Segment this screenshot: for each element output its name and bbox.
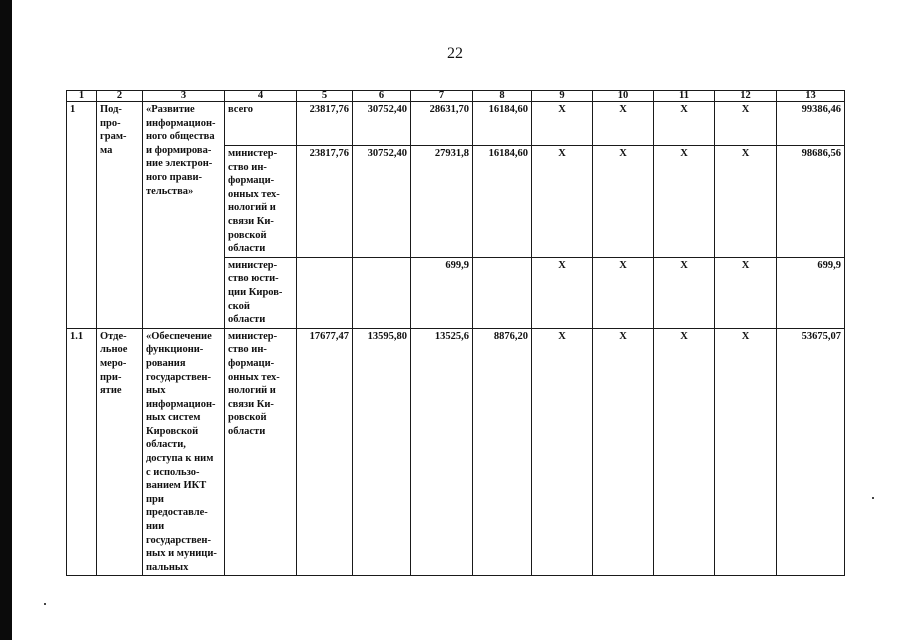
mark-cell: X bbox=[654, 257, 715, 328]
measure-number: 1.1 bbox=[67, 328, 97, 576]
measure-type: Отде- льное меро- при- ятие bbox=[97, 328, 143, 576]
scan-speck bbox=[872, 497, 874, 499]
value-cell: 27931,8 bbox=[411, 146, 473, 258]
mark-cell: X bbox=[593, 257, 654, 328]
mark-cell: X bbox=[654, 146, 715, 258]
mark-cell: X bbox=[532, 146, 593, 258]
column-header: 3 bbox=[143, 91, 225, 102]
value-cell: 30752,40 bbox=[353, 102, 411, 146]
mark-cell: X bbox=[532, 257, 593, 328]
mark-cell: X bbox=[715, 257, 777, 328]
total-cell: 53675,07 bbox=[777, 328, 845, 576]
value-cell bbox=[297, 257, 353, 328]
program-number: 1 bbox=[67, 102, 97, 329]
value-cell: 16184,60 bbox=[473, 146, 532, 258]
mark-cell: X bbox=[654, 102, 715, 146]
value-cell: 8876,20 bbox=[473, 328, 532, 576]
column-header: 8 bbox=[473, 91, 532, 102]
value-cell: 30752,40 bbox=[353, 146, 411, 258]
value-cell: 16184,60 bbox=[473, 102, 532, 146]
column-header: 4 bbox=[225, 91, 297, 102]
mark-cell: X bbox=[654, 328, 715, 576]
mark-cell: X bbox=[532, 328, 593, 576]
value-cell: 23817,76 bbox=[297, 146, 353, 258]
value-cell: 699,9 bbox=[411, 257, 473, 328]
total-cell: 699,9 bbox=[777, 257, 845, 328]
column-header: 11 bbox=[654, 91, 715, 102]
mark-cell: X bbox=[715, 146, 777, 258]
column-header: 6 bbox=[353, 91, 411, 102]
column-header: 7 bbox=[411, 91, 473, 102]
total-cell: 98686,56 bbox=[777, 146, 845, 258]
mark-cell: X bbox=[593, 102, 654, 146]
column-header: 2 bbox=[97, 91, 143, 102]
measure-name: «Обеспечение функциони- рования государствен- ных информацион- ных систем Кировской области, доступа к ним с использо- ванием ИКТ при предоставле- нии государствен- ных и муници- пальных bbox=[143, 328, 225, 576]
value-cell bbox=[353, 257, 411, 328]
column-number-row bbox=[67, 91, 845, 102]
value-cell: 13595,80 bbox=[353, 328, 411, 576]
value-cell: 13525,6 bbox=[411, 328, 473, 576]
executor-cell: министер- ство ин- формаци- онных тех- нологий и связи Ки- ровской области bbox=[225, 146, 297, 258]
mark-cell: X bbox=[715, 328, 777, 576]
program-name: «Развитие информацион- ного общества и формирова- ние электрон- ного прави- тельства» bbox=[143, 102, 225, 329]
mark-cell: X bbox=[593, 146, 654, 258]
column-header: 1 bbox=[67, 91, 97, 102]
mark-cell: X bbox=[532, 102, 593, 146]
value-cell: 17677,47 bbox=[297, 328, 353, 576]
column-header: 13 bbox=[777, 91, 845, 102]
budget-table bbox=[66, 90, 845, 576]
program-type: Под- про- грам- ма bbox=[97, 102, 143, 329]
page-number: 22 bbox=[447, 45, 463, 62]
mark-cell: X bbox=[593, 328, 654, 576]
executor-cell: министер- ство юсти- ции Киров- ской области bbox=[225, 257, 297, 328]
column-header: 12 bbox=[715, 91, 777, 102]
value-cell: 23817,76 bbox=[297, 102, 353, 146]
mark-cell: X bbox=[715, 102, 777, 146]
executor-cell: министер- ство ин- формаци- онных тех- нологий и связи Ки- ровской области bbox=[225, 328, 297, 576]
table-row bbox=[67, 328, 845, 576]
value-cell: 28631,70 bbox=[411, 102, 473, 146]
total-cell: 99386,46 bbox=[777, 102, 845, 146]
table-row bbox=[67, 102, 845, 146]
value-cell bbox=[473, 257, 532, 328]
scan-edge-bar bbox=[0, 0, 12, 640]
column-header: 10 bbox=[593, 91, 654, 102]
column-header: 9 bbox=[532, 91, 593, 102]
executor-cell: всего bbox=[225, 102, 297, 146]
scan-speck bbox=[44, 603, 46, 605]
column-header: 5 bbox=[297, 91, 353, 102]
